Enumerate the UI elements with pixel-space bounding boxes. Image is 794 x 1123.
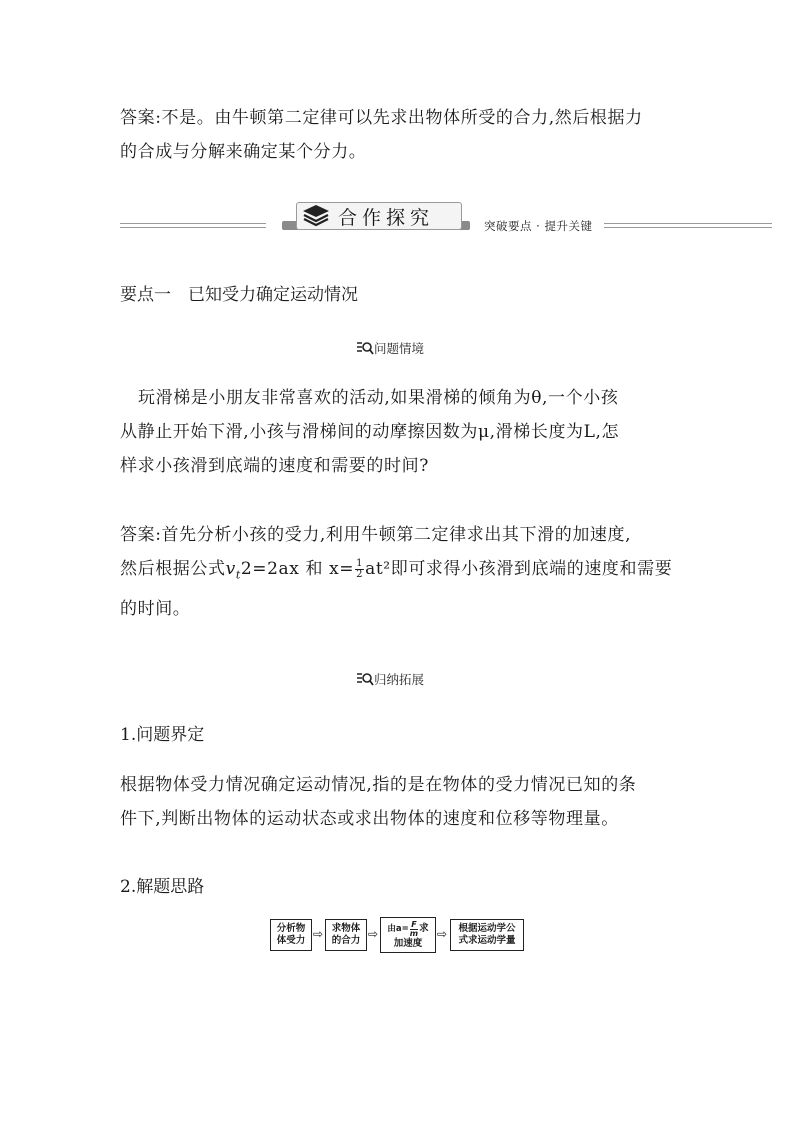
intro-answer (120, 101, 680, 169)
flow-box-text: 式求运动学量 (458, 935, 516, 946)
flow-formula-prefix: 由a= (387, 924, 409, 934)
flow-box-text: 根据运动学公 (458, 923, 516, 934)
banner-title: 合作探究 (338, 207, 435, 229)
section-banner (120, 201, 772, 235)
double-arrow-right-icon: ⇨ (368, 927, 379, 941)
problem-line: 从静止开始下滑,小孩与滑梯间的动摩擦因数为μ,滑梯长度为L,怎 (120, 422, 620, 442)
item1-line: 根据物体受力情况确定运动情况,指的是在物体的受力情况已知的条 (120, 775, 637, 795)
summary-label: 归纳拓展 (374, 672, 425, 687)
answer-line2-suffix: 即可求得小孩滑到底端的速度和需要 (390, 559, 673, 579)
formula2-lhs: x= (329, 559, 355, 579)
flow-box-kinematics (450, 919, 524, 951)
item1-title: 1.问题界定 (120, 725, 205, 745)
flow-formula-fraction (410, 921, 418, 938)
formula2-rest: at² (365, 559, 391, 579)
item1-line: 件下,判断出物体的运动状态或求出物体的速度和位移等物理量。 (120, 809, 619, 829)
intro-answer-line1: 答案:不是。由牛顿第二定律可以先求出物体所受的合力,然后根据力 (120, 108, 643, 128)
answer-and: 和 (305, 559, 324, 579)
double-arrow-right-icon: ⇨ (313, 927, 324, 941)
flow-box-text: 体受力 (276, 935, 306, 946)
banner-left-rule (120, 223, 266, 228)
section-heading: 要点一 已知受力确定运动情况 (120, 285, 358, 305)
problem-label-row (356, 339, 424, 357)
flow-box-text: 加速度 (393, 937, 423, 949)
formula1-sub: t (235, 568, 241, 582)
banner-right-rule (604, 223, 772, 228)
flow-formula-num: F (411, 919, 417, 929)
formula1-var: v (225, 559, 236, 579)
stacked-layers-icon (302, 204, 330, 228)
double-arrow-right-icon: ⇨ (437, 927, 448, 941)
flow-formula-suffix: 求 (419, 923, 429, 934)
flow-box-net-force (325, 919, 367, 951)
problem-line: 样求小孩滑到底端的速度和需要的时间? (120, 456, 429, 476)
problem-line: 玩滑梯是小朋友非常喜欢的活动,如果滑梯的倾角为θ,一个小孩 (138, 388, 619, 408)
formula2-fraction (355, 559, 364, 580)
problem-text (120, 381, 680, 483)
flow-box-text: 求物体 (331, 923, 361, 934)
answer-line2-prefix: 然后根据公式 (120, 559, 226, 579)
flowchart (270, 917, 526, 955)
problem-label: 问题情境 (374, 341, 425, 356)
flow-box-text: 分析物 (276, 923, 306, 934)
answer-line3: 的时间。 (120, 599, 191, 620)
formula2-num: 1 (356, 558, 364, 569)
formula1-rest: 2=2ax (240, 559, 300, 579)
magnifier-icon (356, 672, 374, 686)
answer-line1: 答案:首先分析小孩的受力,利用牛顿第二定律求出其下滑的加速度, (120, 525, 632, 545)
item1-body (120, 768, 680, 836)
magnifier-icon (356, 341, 374, 355)
flow-box-text: 的合力 (331, 935, 361, 946)
flow-formula-den: m (409, 928, 419, 938)
item2-title: 2.解题思路 (120, 877, 205, 897)
answer-line2 (120, 552, 680, 592)
summary-label-row (356, 670, 424, 688)
banner-tagline: 突破要点 · 提升关键 (484, 219, 593, 233)
intro-answer-line2: 的合成与分解来确定某个分力。 (120, 142, 367, 162)
flow-box-formula (387, 921, 428, 938)
flow-box-acceleration (380, 917, 436, 953)
formula2-den: 2 (356, 569, 364, 580)
answer-text (120, 518, 680, 626)
flow-box-analyze-force (270, 919, 312, 951)
